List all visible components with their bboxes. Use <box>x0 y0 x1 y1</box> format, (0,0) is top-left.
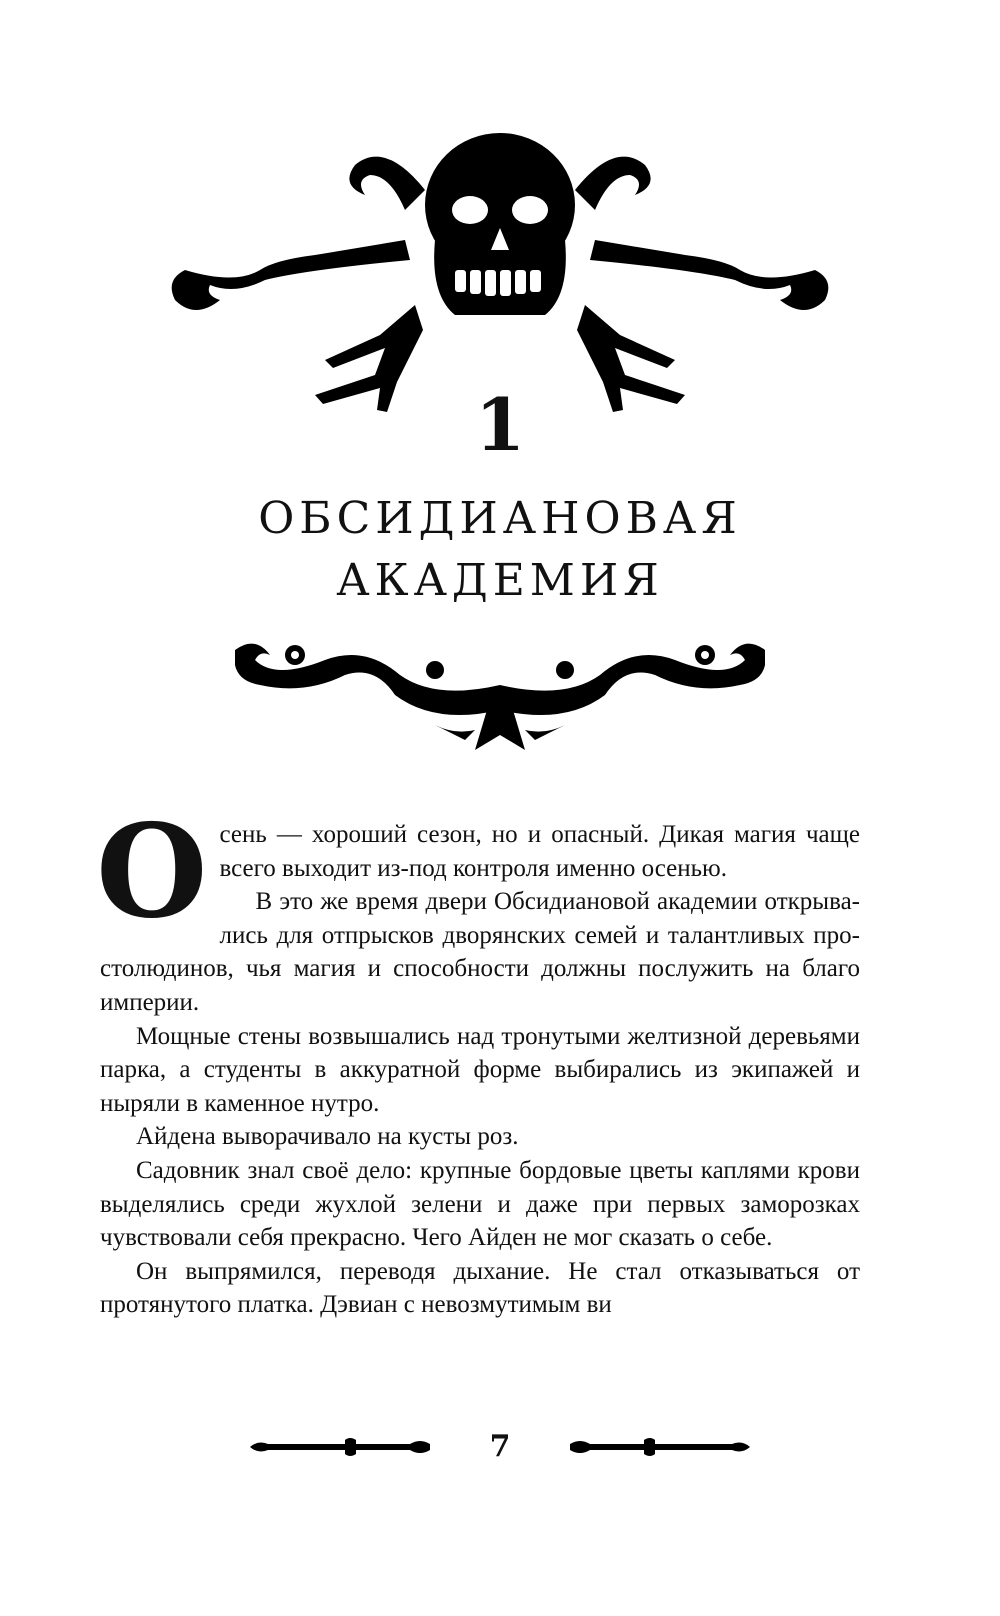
skull-ornament-icon <box>165 120 835 420</box>
paragraph-3: Мощные стены возвышались над тронутыми желтизной деревьями парка, а студенты в аккуратной форме выбирались из экипажей и ныряли в каменное нутро. <box>100 1022 860 1117</box>
paragraph-2: В это же время двери Обсидиановой академии открывались для отпрысков дворянских семей и талантливых простолюдинов, чья магия и способности должны послужить на благо империи. <box>100 888 860 1016</box>
drop-cap: О <box>96 797 208 947</box>
chapter-title <box>0 488 1000 612</box>
paragraph-5: Садовник знал своё дело: крупные бордовые цветы каплями крови выделялись среди жухлой зелени и даже при первых заморозках чувствовали себя прекрасно. Чего Айден не мог сказать о себе. <box>100 1156 860 1252</box>
page-number: 7 <box>489 1429 511 1464</box>
chapter-title-line-2: АКАДЕМИЯ <box>336 555 664 606</box>
chapter-body-text <box>96 797 860 1322</box>
paragraph-1 <box>96 797 860 947</box>
paragraph-1-text: сень — хороший сезон, но и опасный. Дикая магия чаще всего выходит из-под контроля именно осенью. <box>219 821 860 882</box>
divider-ornament-icon <box>235 640 765 760</box>
paragraph-6: Он выпрямился, переводя дыхание. Не стал отказываться от протянутого платка. Дэвиан с невозмутимым ви <box>100 1257 860 1319</box>
chapter-title-line-1: ОБСИДИАНОВАЯ <box>258 493 742 544</box>
page-footer <box>250 1422 750 1472</box>
chapter-number: 1 <box>474 382 526 467</box>
bone-rule-right-icon <box>570 1422 750 1472</box>
paragraph-4: Айдена выворачивало на кусты роз. <box>136 1123 519 1151</box>
